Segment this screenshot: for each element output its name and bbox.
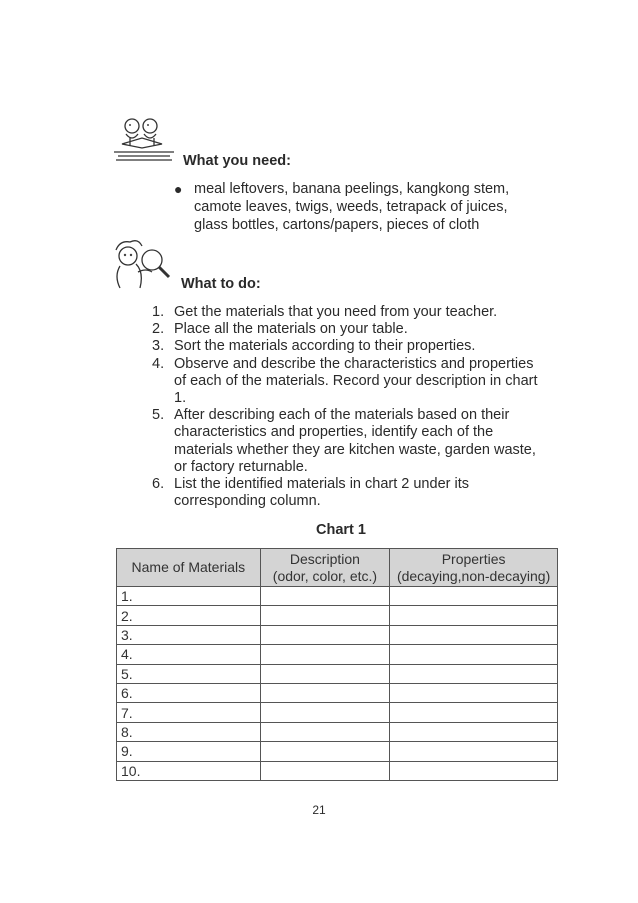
item-line: meal leftovers, banana peelings, kangkong stem,: [194, 181, 510, 197]
column-header-name: [117, 549, 261, 587]
what-you-need-heading: What you need:: [183, 153, 291, 169]
list-item: [152, 304, 572, 321]
list-item: [152, 407, 572, 476]
materials-list: [174, 180, 554, 234]
step-line: After describing each of the materials based on their: [174, 407, 510, 424]
list-item: [152, 476, 572, 510]
description-cell[interactable]: [260, 722, 390, 741]
row-number: 4.: [117, 645, 261, 664]
step-number: 1.: [152, 304, 165, 320]
bullet-icon: ●: [174, 181, 183, 197]
table-row: [117, 761, 558, 780]
list-item: [152, 338, 572, 355]
table-row: [117, 664, 558, 683]
description-cell[interactable]: [260, 761, 390, 780]
description-cell[interactable]: [260, 683, 390, 702]
properties-cell[interactable]: [390, 664, 558, 683]
step-line: Observe and describe the characteristics and properties: [174, 355, 534, 372]
row-number: 7.: [117, 703, 261, 722]
step-line: or factory returnable.: [174, 458, 308, 475]
properties-cell[interactable]: [390, 606, 558, 625]
step-line: 1.: [174, 390, 187, 407]
step-line: characteristics and properties, identify each of the: [174, 424, 494, 441]
item-line: camote leaves, twigs, weeds, tetrapack of juices,: [194, 199, 508, 215]
steps-list: [152, 304, 572, 510]
step-number: 4.: [152, 355, 165, 372]
table-row: [117, 703, 558, 722]
properties-cell[interactable]: [390, 703, 558, 722]
step-line: materials whether they are kitchen waste, garden waste,: [174, 441, 536, 458]
row-number: 9.: [117, 742, 261, 761]
chart-table: [116, 548, 558, 781]
page-number: 21: [312, 803, 326, 817]
properties-cell[interactable]: [390, 683, 558, 702]
properties-cell[interactable]: [390, 722, 558, 741]
header-line: Properties: [441, 550, 506, 567]
header-line: (decaying,non-decaying): [396, 567, 551, 584]
table-row: [117, 645, 558, 664]
table-row: [117, 587, 558, 606]
properties-cell[interactable]: [390, 645, 558, 664]
list-item: [152, 321, 572, 338]
step-line: of each of the materials. Record your description in chart: [174, 372, 538, 389]
column-header-description: [260, 549, 390, 587]
item-line: glass bottles, cartons/papers, pieces of cloth: [194, 217, 480, 233]
row-number: 5.: [117, 664, 261, 683]
table-row: [117, 606, 558, 625]
row-number: 10.: [117, 761, 261, 780]
step-number: 6.: [152, 476, 165, 493]
properties-cell[interactable]: [390, 761, 558, 780]
header-line: (odor, color, etc.): [272, 567, 378, 584]
properties-cell[interactable]: [390, 625, 558, 644]
chart-title: Chart 1: [316, 522, 366, 538]
description-cell[interactable]: [260, 587, 390, 606]
step-number: 3.: [152, 338, 165, 355]
column-header-properties: [390, 549, 558, 587]
step-line: Sort the materials according to their properties.: [174, 338, 476, 355]
row-number: 3.: [117, 625, 261, 644]
what-to-do-heading: What to do:: [181, 276, 261, 292]
table-row: [117, 683, 558, 702]
list-item: [152, 356, 572, 408]
header-line: Description: [289, 550, 360, 567]
row-number: 2.: [117, 606, 261, 625]
child-magnifier-icon: [108, 236, 176, 292]
step-line: List the identified materials in chart 2 under its: [174, 476, 469, 493]
table-row: [117, 625, 558, 644]
row-number: 1.: [117, 587, 261, 606]
step-number: 2.: [152, 321, 165, 338]
description-cell[interactable]: [260, 625, 390, 644]
step-line: corresponding column.: [174, 493, 321, 510]
header-line: Name of Materials: [131, 559, 246, 575]
table-row: [117, 722, 558, 741]
step-line: Get the materials that you need from your teacher.: [174, 304, 498, 320]
row-number: 8.: [117, 722, 261, 741]
table-header-row: [117, 549, 558, 587]
properties-cell[interactable]: [390, 742, 558, 761]
properties-cell[interactable]: [390, 587, 558, 606]
table-row: [117, 742, 558, 761]
description-cell[interactable]: [260, 742, 390, 761]
row-number: 6.: [117, 683, 261, 702]
step-line: Place all the materials on your table.: [174, 321, 408, 338]
description-cell[interactable]: [260, 606, 390, 625]
description-cell[interactable]: [260, 645, 390, 664]
description-cell[interactable]: [260, 703, 390, 722]
step-number: 5.: [152, 407, 165, 424]
list-item: [174, 180, 554, 234]
children-reading-icon: [112, 114, 178, 166]
description-cell[interactable]: [260, 664, 390, 683]
